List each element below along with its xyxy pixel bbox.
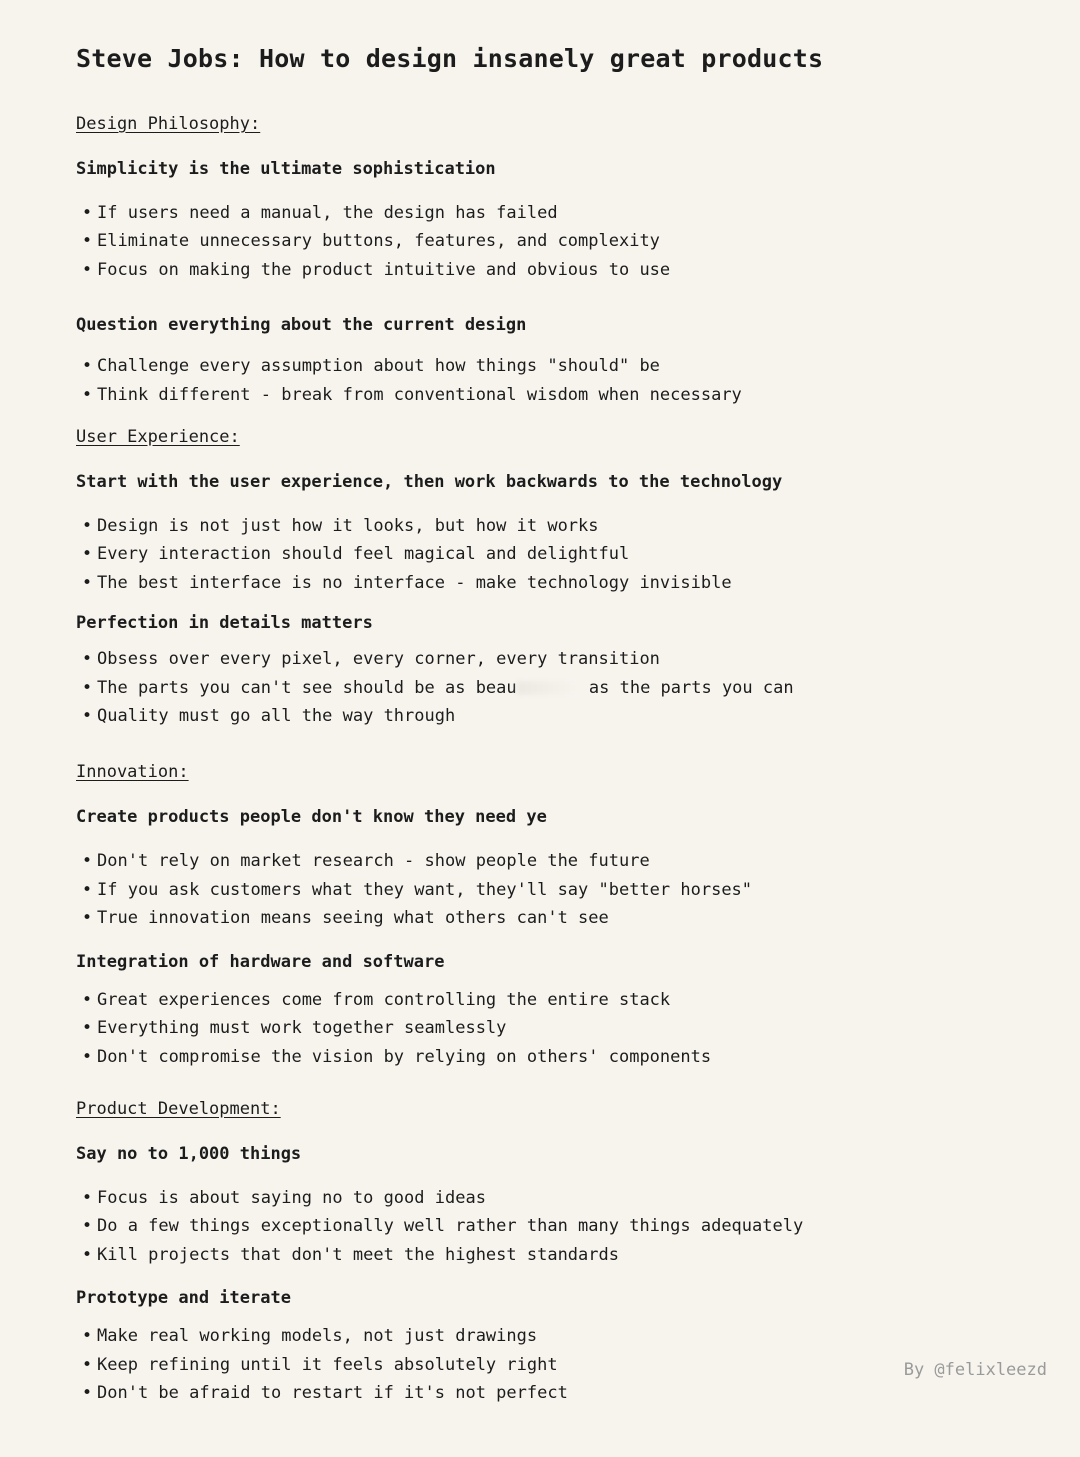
list-item: • Challenge every assumption about how things "should" be: [82, 352, 1036, 380]
page-title: Steve Jobs: How to design insanely great products: [76, 44, 824, 73]
section-product-development: [76, 1097, 1036, 1407]
list-item: • Don't be afraid to restart if it's not perfect: [82, 1379, 1036, 1407]
list-item: • Eliminate unnecessary buttons, features, and complexity: [82, 227, 1036, 255]
list-item: • Make real working models, not just drawings: [82, 1322, 1036, 1350]
list-item: • The best interface is no interface - make technology invisible: [82, 569, 1036, 597]
list-item: • Kill projects that don't meet the highest standards: [82, 1241, 1036, 1269]
list-item: [82, 674, 1036, 702]
section-user-experience: [76, 425, 1036, 730]
list-item: • Think different - break from conventional wisdom when necessary: [82, 381, 1036, 409]
list-item: • Obsess over every pixel, every corner, every transition: [82, 645, 1036, 673]
bullet-list: [76, 645, 1036, 730]
list-item-text-tail: as the parts you can: [588, 677, 794, 698]
author-credit: By @felixleezd: [903, 1360, 1047, 1380]
section-innovation: [76, 760, 1036, 1070]
list-item: • Don't rely on market research - show people the future: [82, 847, 1036, 875]
list-item: • Focus is about saying no to good ideas: [82, 1184, 1036, 1212]
list-item: • Quality must go all the way through: [82, 702, 1036, 730]
list-item: • Design is not just how it looks, but how it works: [82, 512, 1036, 540]
bullet-list: [76, 199, 1036, 284]
section-heading: Innovation:: [76, 762, 189, 783]
section-heading: Product Development:: [76, 1098, 281, 1119]
group-subheading: Integration of hardware and software: [76, 951, 445, 972]
group-subheading: Simplicity is the ultimate sophistication: [76, 159, 496, 179]
section-heading: Design Philosophy:: [76, 114, 261, 134]
list-item: • Don't compromise the vision by relying on others' components: [82, 1043, 1036, 1071]
list-item: • Everything must work together seamlessly: [82, 1014, 1036, 1042]
group-subheading: Prototype and iterate: [76, 1288, 291, 1309]
section-heading: User Experience:: [76, 427, 240, 448]
group-subheading: Question everything about the current design: [76, 315, 527, 336]
list-item: • Focus on making the product intuitive and obvious to use: [82, 256, 1036, 284]
bullet-list: [76, 1322, 1036, 1407]
list-item: • If users need a manual, the design has failed: [82, 199, 1036, 227]
bullet-list: [76, 352, 1036, 409]
section-design-philosophy: [76, 112, 1036, 409]
list-item: • If you ask customers what they want, they'll say "better horses": [82, 876, 1036, 904]
list-item: • Great experiences come from controlling the entire stack: [82, 986, 1036, 1014]
list-item-text: The parts you can't see should be as beau: [97, 677, 517, 698]
list-item: • Do a few things exceptionally well rather than many things adequately: [82, 1212, 1036, 1240]
bullet-list: [76, 847, 1036, 932]
bullet-list: [76, 986, 1036, 1071]
list-item: • Keep refining until it feels absolutely right: [82, 1351, 1036, 1379]
document: [76, 40, 1036, 1407]
redaction-blur: [517, 681, 579, 695]
list-item: • True innovation means seeing what others can't see: [82, 904, 1036, 932]
group-subheading: Start with the user experience, then work backwards to the technology: [76, 472, 783, 493]
group-subheading: Say no to 1,000 things: [76, 1143, 302, 1164]
bullet-list: [76, 1184, 1036, 1269]
group-subheading: Create products people don't know they need ye: [76, 807, 547, 828]
group-subheading: Perfection in details matters: [76, 613, 373, 634]
list-item: • Every interaction should feel magical and delightful: [82, 540, 1036, 568]
bullet-list: [76, 512, 1036, 597]
